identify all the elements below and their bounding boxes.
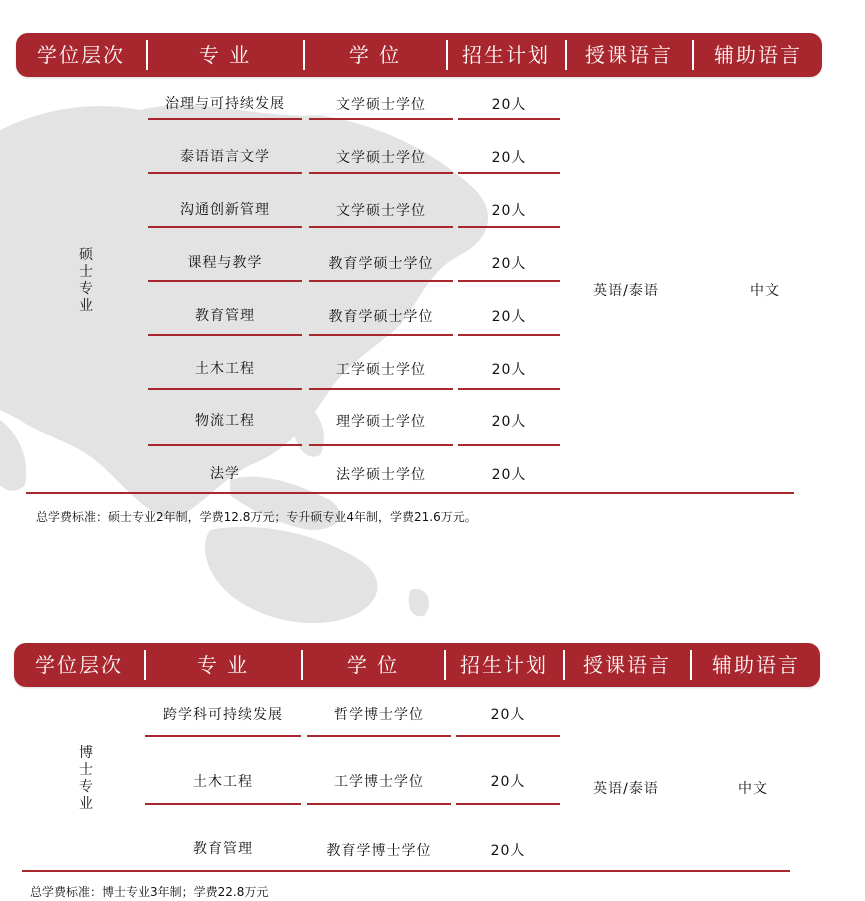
row-underline (458, 172, 560, 174)
row-underline (309, 388, 453, 390)
masters-degree: 法学硕士学位 (336, 467, 426, 483)
row-underline (458, 334, 560, 336)
header-teaching-language: 授课语言 (585, 43, 673, 67)
row-underline (145, 735, 301, 737)
masters-quota: 20人 (491, 256, 527, 272)
masters-degree: 文学硕士学位 (336, 203, 426, 219)
row-underline (458, 226, 560, 228)
row-underline (309, 172, 453, 174)
doctors-teaching-language: 英语/泰语 (593, 781, 659, 797)
row-underline (458, 118, 560, 120)
masters-major: 物流工程 (195, 413, 255, 429)
masters-major: 法学 (210, 466, 240, 482)
row-underline (456, 803, 560, 805)
doctors-quota: 20人 (490, 843, 526, 859)
doctors-major: 跨学科可持续发展 (163, 707, 283, 723)
header-degree: 学 位 (346, 653, 400, 677)
header-aux-language: 辅助语言 (714, 43, 802, 67)
masters-major: 土木工程 (195, 361, 255, 377)
doctors-quota: 20人 (490, 774, 526, 790)
masters-degree: 理学硕士学位 (336, 414, 426, 430)
masters-major: 治理与可持续发展 (165, 96, 285, 112)
masters-quota: 20人 (491, 362, 527, 378)
row-underline (456, 735, 560, 737)
row-underline (458, 444, 560, 446)
masters-quota: 20人 (491, 309, 527, 325)
masters-tuition-note: 总学费标准：硕士专业2年制，学费12.8万元；专升硕专业4年制，学费21.6万元。 (36, 510, 477, 524)
doctors-table-header (14, 643, 820, 687)
row-underline (307, 735, 451, 737)
masters-quota: 20人 (491, 467, 527, 483)
header-quota: 招生计划 (460, 653, 548, 677)
masters-quota: 20人 (491, 203, 527, 219)
row-underline (145, 803, 301, 805)
doctors-major: 教育管理 (193, 841, 253, 857)
doctors-degree: 教育学博士学位 (326, 843, 432, 859)
header-level: 学位层次 (35, 653, 123, 677)
row-underline (458, 388, 560, 390)
header-teaching-language: 授课语言 (583, 653, 671, 677)
row-underline (148, 226, 302, 228)
masters-quota: 20人 (491, 97, 527, 113)
doctors-table-bottom-line (22, 870, 790, 872)
masters-quota: 20人 (491, 414, 527, 430)
row-underline (309, 444, 453, 446)
row-underline (148, 444, 302, 446)
masters-degree: 工学硕士学位 (336, 362, 426, 378)
row-underline (309, 334, 453, 336)
doctors-tuition-note: 总学费标准：博士专业3年制；学费22.8万元 (30, 885, 269, 899)
row-underline (309, 226, 453, 228)
masters-level-label: 硕士专业 (79, 247, 93, 314)
header-level: 学位层次 (37, 43, 125, 67)
masters-quota: 20人 (491, 150, 527, 166)
row-underline (307, 803, 451, 805)
doctors-quota: 20人 (490, 707, 526, 723)
row-underline (309, 280, 453, 282)
header-degree: 学 位 (348, 43, 402, 67)
doctors-major: 土木工程 (193, 774, 253, 790)
doctors-aux-language: 中文 (738, 781, 768, 797)
row-underline (148, 172, 302, 174)
row-underline (148, 334, 302, 336)
doctors-level-label: 博士专业 (79, 745, 93, 812)
header-aux-language: 辅助语言 (712, 653, 800, 677)
row-underline (309, 118, 453, 120)
doctors-degree: 哲学博士学位 (334, 707, 424, 723)
masters-major: 教育管理 (195, 308, 255, 324)
masters-table-bottom-line (26, 492, 794, 494)
row-underline (148, 280, 302, 282)
masters-major: 泰语语言文学 (180, 149, 270, 165)
masters-major: 沟通创新管理 (180, 202, 270, 218)
masters-major: 课程与教学 (187, 255, 263, 271)
row-underline (148, 118, 302, 120)
doctors-degree: 工学博士学位 (334, 774, 424, 790)
masters-degree: 教育学硕士学位 (328, 309, 434, 325)
row-underline (458, 280, 560, 282)
masters-degree: 文学硕士学位 (336, 97, 426, 113)
header-major: 专 业 (198, 43, 252, 67)
masters-table-header (16, 33, 822, 77)
row-underline (148, 388, 302, 390)
masters-degree: 文学硕士学位 (336, 150, 426, 166)
masters-teaching-language: 英语/泰语 (593, 283, 659, 299)
masters-aux-language: 中文 (750, 283, 780, 299)
header-quota: 招生计划 (462, 43, 550, 67)
header-major: 专 业 (196, 653, 250, 677)
masters-degree: 教育学硕士学位 (328, 256, 434, 272)
